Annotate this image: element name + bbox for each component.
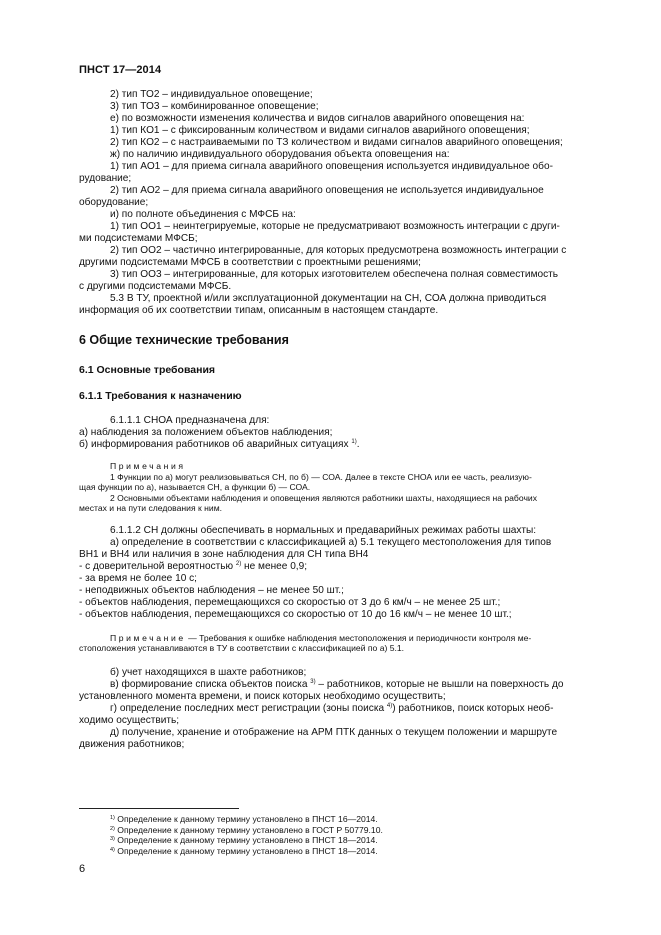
paragraph-oo1-cont: ми подсистемами МФСБ; [79, 233, 198, 244]
section-title: 6 Общие технические требования [79, 333, 289, 347]
paragraph-oo2: 2) тип ОО2 – частично интегрированные, для которых предусмотрена возможность интеграции с [110, 245, 567, 256]
note-item: 1 Функции по а) могут реализовываться СН, по б) — СОА. Далее в тексте СНОА или ее часть, реализую- [110, 471, 532, 482]
footnote-text: Определение к данному термину установлено в ПНСТ 16—2014. [114, 814, 378, 824]
footnote-text: Определение к данному термину установлено в ГОСТ Р 50779.10. [114, 824, 383, 835]
paragraph-ao2-cont: оборудование; [79, 197, 149, 208]
page-number: 6 [79, 863, 86, 875]
subsection-title: 6.1 Основные требования [79, 364, 216, 376]
list-item: 1) тип КО1 – с фиксированным количеством и видами сигналов аварийного оповещения; [110, 125, 530, 136]
footnote-number: 4) [110, 846, 115, 853]
note-item-cont: местах и на пути следования к ним. [79, 503, 222, 513]
paragraph-oo1: 1) тип ОО1 – неинтегрируемые, которые не предусматривают возможность интеграции с други- [110, 221, 560, 232]
paragraph-6112: 6.1.1.2 СН должны обеспечивать в нормальных и предаварийных режимах работы шахты: [110, 524, 537, 536]
dash-item: - объектов наблюдения, перемещающихся со скоростью от 3 до 6 км/ч – не менее 25 шт.; [79, 596, 501, 608]
footnote-ref: 3) [310, 678, 316, 685]
list-item: а) определение в соответствии с классификацией а) 5.1 текущего местоположения для типов [110, 536, 552, 548]
footnotes [110, 814, 590, 856]
paragraph-5-3-cont: информация об их соответствии типам, описанным в настоящем стандарте. [79, 305, 439, 316]
dash-item: - за время не более 10 с; [79, 572, 197, 584]
list-item-text: ) работников, поиск которых необ- [392, 702, 554, 714]
footnote [110, 846, 590, 857]
list-item: б) учет находящихся в шахте работников; [110, 666, 307, 678]
footnote-number: 1) [110, 815, 115, 821]
list-item-cont: ВН1 и ВН4 или наличия в зоне наблюдения для СН типа ВН4 [79, 548, 369, 560]
notes-title: Примечания [110, 461, 186, 471]
list-item-text: в) формирование списка объектов поиска [110, 678, 308, 690]
list-item-cont: ходимо осуществить; [79, 714, 180, 726]
footnote-text: Определение к данному термину установлено в ПНСТ 18—2014. [114, 835, 378, 846]
list-item: и) по полноте объединения с МФСБ на: [110, 209, 296, 220]
list-item [79, 439, 614, 451]
footnote-divider [79, 808, 239, 809]
footnote-ref: 2) [235, 560, 242, 567]
footnote [110, 835, 590, 846]
list-item-text: г) определение последних мест регистрации (зоны поиска [110, 702, 385, 714]
footnote-ref: 4) [386, 702, 393, 709]
paragraph-ao1-cont: рудование; [79, 173, 132, 184]
paragraph-6111: 6.1.1.1 СНОА предназначена для: [110, 415, 270, 426]
list-item-text: . [356, 439, 360, 450]
footnote-number: 2) [110, 825, 115, 832]
dash-item: - объектов наблюдения, перемещающихся со скоростью от 10 до 16 км/ч – не менее 10 шт.; [79, 608, 512, 620]
list-item: е) по возможности изменения количества и видов сигналов аварийного оповещения на: [110, 113, 525, 124]
paragraph-oo3: 3) тип ОО3 – интегрированные, для которых изготовителем обеспечена полная совместимость [110, 269, 559, 280]
list-item-text: – работников, которые не вышли на поверхность до [315, 678, 564, 690]
subsection-title: 6.1.1 Требования к назначению [79, 390, 242, 402]
note-item [110, 633, 614, 644]
paragraph-5-3: 5.3 В ТУ, проектной и/или эксплуатационной документации на СН, СОА должна приводиться [110, 293, 547, 304]
paragraph-oo3-cont: с другими подсистемами МФСБ. [79, 281, 232, 292]
notes-heading [110, 461, 614, 472]
dash-item-text: не менее 0,9; [241, 560, 308, 572]
list-item-cont: движения работников; [79, 738, 185, 750]
dash-item [79, 561, 614, 573]
notes-title: Примечание [110, 632, 186, 643]
list-item [110, 679, 614, 691]
list-item: 3) тип ТО3 – комбинированное оповещение; [110, 101, 319, 112]
list-item-cont: установленного момента времени, и поиск которых необходимо осуществить; [79, 690, 446, 702]
note-text: — Требования к ошибке наблюдения местоположения и периодичности контроля ме- [185, 632, 532, 643]
list-item [110, 703, 614, 715]
dash-item: - неподвижных объектов наблюдения – не менее 50 шт.; [79, 584, 344, 596]
note-item-cont: стоположения устанавливаются в ТУ в соответствии с классификацией по а) 5.1. [79, 643, 405, 653]
footnote-ref: 1) [351, 439, 357, 445]
note-item: 2 Основными объектами наблюдения и оповещения являются работники шахты, находящиеся на рабочих [110, 492, 538, 503]
paragraph-oo2-cont: другими подсистемами МФСБ в соответствии с проектными решениями; [79, 257, 421, 268]
list-item: а) наблюдения за положением объектов наблюдения; [79, 427, 333, 438]
paragraph-ao1: 1) тип АО1 – для приема сигнала аварийного оповещения используется индивидуальное обо- [110, 161, 553, 172]
footnote [110, 825, 590, 836]
list-item: д) получение, хранение и отображение на АРМ ПТК данных о текущем положении и маршруте [110, 726, 558, 738]
paragraph-ao2: 2) тип АО2 – для приема сигнала аварийного оповещения не используется индивидуальное [110, 185, 544, 196]
dash-item-text: - с доверительной вероятностью [79, 560, 234, 572]
footnote [110, 814, 590, 825]
list-item: 2) тип КО2 – с настраиваемыми по ТЗ количеством и видами сигналов аварийного оповещения; [110, 137, 563, 148]
list-item-text: б) информирования работников об аварийных ситуациях [79, 439, 349, 450]
main-content [79, 89, 614, 751]
list-item: 2) тип ТО2 – индивидуальное оповещение; [110, 89, 313, 100]
list-item: ж) по наличию индивидуального оборудования объекта оповещения на: [110, 149, 450, 160]
note-item-cont: щая функции по а), называется СН, а функции б) — СОА. [79, 482, 311, 492]
footnote-text: Определение к данному термину установлено в ПНСТ 18—2014. [114, 845, 378, 856]
document-header: ПНСТ 17—2014 [79, 64, 162, 76]
footnote-number: 3) [110, 836, 115, 843]
